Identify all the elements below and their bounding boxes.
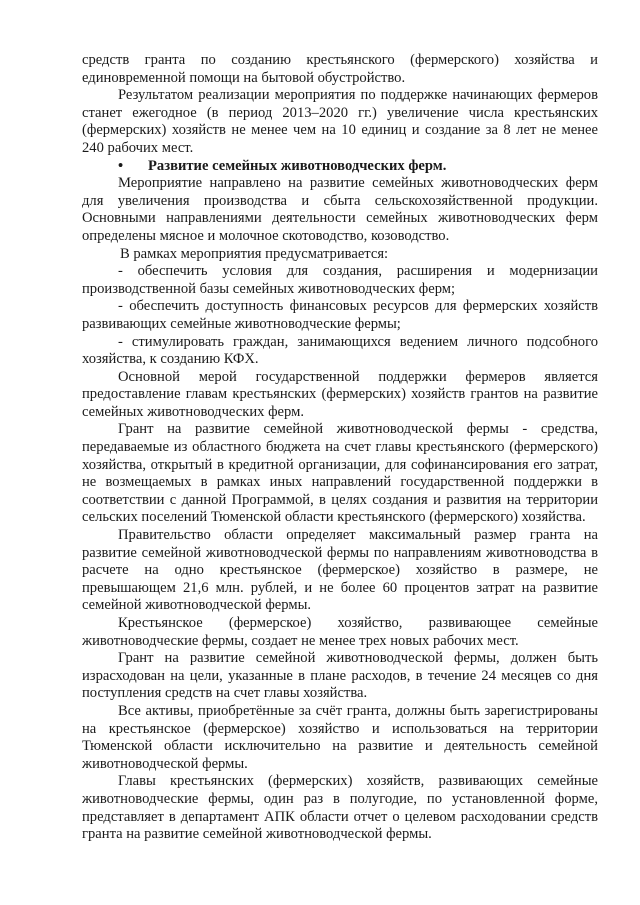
section-heading-text: Развитие семейных животноводческих ферм. xyxy=(148,157,447,174)
document-page xyxy=(82,52,598,844)
paragraph-grant-size: Правительство области определяет максимальный размер гранта на развитие семейной животноводческой фермы по направлениям животноводства в расчете на одно крестьянское (фермерское) хозяйство в размере, не превышающем 21,6 млн. рублей, и не более 60 процентов затрат на развитие семейной животноводческой фермы. xyxy=(82,527,598,614)
paragraph-grant-term: Грант на развитие семейной животноводческой фермы, должен быть израсходован на цели, указанные в плане расходов, в течение 24 месяцев со дня поступления средств на счет главы хозяйства. xyxy=(82,650,598,702)
paragraph-jobs: Крестьянское (фермерское) хозяйство, развивающее семейные животноводческие фермы, создает не менее трех новых рабочих мест. xyxy=(82,615,598,649)
list-item: - обеспечить условия для создания, расширения и модернизации производственной базы семейных животноводческих ферм; xyxy=(82,263,598,297)
paragraph-reporting: Главы крестьянских (фермерских) хозяйств, развивающих семейные животноводческие фермы, один раз в полугодие, по установленной форме, представляет в департамент АПК области отчет о целевом расходовании средств гранта на развитие семейной животноводческой фермы. xyxy=(82,773,598,843)
list-item: - стимулировать граждан, занимающихся ведением личного подсобного хозяйства, к созданию КФХ. xyxy=(82,333,598,368)
paragraph-results: Результатом реализации мероприятия по поддержке начинающих фермеров станет ежегодное (в период 2013–2020 гг.) увеличение числа крестьянских (фермерских) хозяйств не менее чем на 10 единиц и создание за 8 лет не менее 240 рабочих мест. xyxy=(82,87,598,156)
paragraph-purpose: Мероприятие направлено на развитие семейных животноводческих ферм для увеличения производства и сбыта сельскохозяйственной продукции. Основными направлениями деятельности семейных животноводческих ферм определены мясное и молочное скотоводство, козоводство. xyxy=(82,175,598,244)
paragraph-list-intro: В рамках мероприятия предусматривается: xyxy=(120,245,389,262)
paragraph-continuation: средств гранта по созданию крестьянского (фермерского) хозяйства и единовременной помощи на бытовой обустройство. xyxy=(82,52,598,86)
section-heading xyxy=(82,158,598,176)
paragraph-grant-definition: Грант на развитие семейной животноводческой фермы - средства, передаваемые из областного бюджета на счет главы крестьянского (фермерского) хозяйства, открытый в кредитной организации, для софинансирования его затрат, не возмещаемых в рамках иных направлений государственной поддержки в соответствии с данной Программой, в целях создания и развития на территории сельских поселений Тюменской области крестьянского (фермерского) хозяйства. xyxy=(82,421,598,526)
bullet-icon: • xyxy=(118,157,124,174)
paragraph-support-measure: Основной мерой государственной поддержки фермеров является предоставление главам крестьянских (фермерских) хозяйств грантов на развитие семейных животноводческих ферм. xyxy=(82,368,598,420)
paragraph-assets: Все активы, приобретённые за счёт гранта, должны быть зарегистрированы на крестьянское (фермерское) хозяйство и использоваться на территории Тюменской области исключительно на развитие и деятельность семейной животноводческой фермы. xyxy=(82,702,598,772)
list-item: - обеспечить доступность финансовых ресурсов для фермерских хозяйств развивающих семейные животноводческие фермы; xyxy=(82,298,598,332)
